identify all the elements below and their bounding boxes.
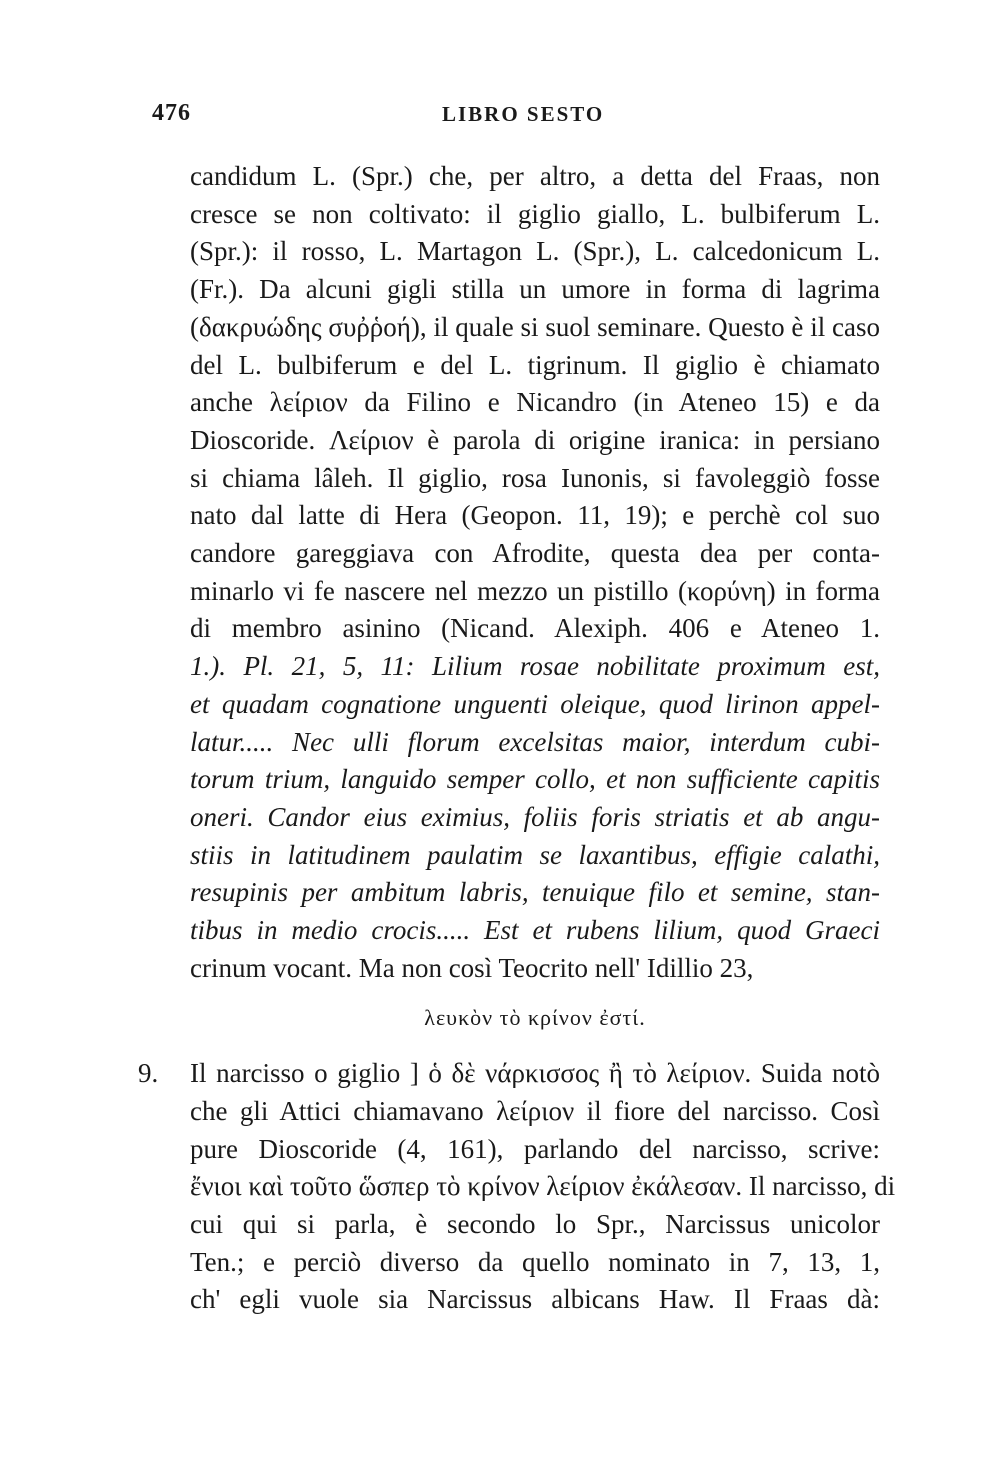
page-number: 476 xyxy=(152,100,191,126)
commentary-paragraph xyxy=(190,158,880,987)
text-line: cui qui si parla, è secondo lo Spr., Narcissus unicolor xyxy=(190,1208,880,1239)
text-line: (Fr.). Da alcuni gigli stilla un umore in forma di lagrima xyxy=(190,274,880,305)
text-line: di membro asinino (Nicand. Alexiph. 406 e Ateneo 1. xyxy=(190,613,880,644)
text-line: si chiama lâleh. Il giglio, rosa Iunonis, si favoleggiò fosse xyxy=(190,462,880,493)
text-line: cresce se non coltivato: il giglio giallo, L. bulbiferum L. xyxy=(190,198,880,229)
text-line: resupinis per ambitum labris, tenuique filo et semine, stan- xyxy=(190,877,880,908)
text-line: tibus in medio crocis..... Est et rubens lilium, quod Graeci xyxy=(190,915,880,946)
note-9 xyxy=(138,1055,896,1319)
text-line: 1.). Pl. 21, 5, 11: Lilium rosae nobilitate proximum est, xyxy=(190,651,880,682)
text-line: che gli Attici chiamavano λείριον il fiore del narcisso. Così xyxy=(190,1095,880,1126)
text-line: et quadam cognatione unguenti oleique, quod lirinon appel- xyxy=(190,688,880,719)
running-head: LIBRO SESTO xyxy=(442,102,605,126)
text-line: oneri. Candor eius eximius, foliis foris striatis et ab angu- xyxy=(190,801,880,832)
text-line: ch' egli vuole sia Narcissus albicans Haw. Il Fraas dà: xyxy=(190,1284,880,1315)
text-line: (δακρυώδης συῤῥοή), il quale si suol seminare. Questo è il caso xyxy=(190,311,880,342)
text-line: latur..... Nec ulli florum excelsitas maior, interdum cubi- xyxy=(190,726,880,757)
text-line: anche λείριον da Filino e Nicandro (in Ateneo 15) e da xyxy=(190,387,880,418)
text-line: pure Dioscoride (4, 161), parlando del narcisso, scrive: xyxy=(190,1133,880,1164)
text-line: candore gareggiava con Afrodite, questa dea per conta- xyxy=(190,538,880,569)
note-number: 9. xyxy=(138,1058,159,1089)
text-line: crinum vocant. Ma non così Teocrito nell' Idillio 23, xyxy=(190,952,754,983)
greek-quotation: λευκὸν τὸ κρίνον ἐστί. xyxy=(424,1005,646,1031)
text-line: (Spr.): il rosso, L. Martagon L. (Spr.), L. calcedonicum L. xyxy=(190,236,880,267)
page-body xyxy=(138,158,896,1319)
text-line: Dioscoride. Λείριον è parola di origine iranica: in persiano xyxy=(190,424,880,455)
text-line: Il narcisso o giglio ] ὁ δὲ νάρκισσος ἢ τὸ λείριον. Suida notò xyxy=(190,1058,880,1089)
text-line: stiis in latitudinem paulatim se laxantibus, effigie calathi, xyxy=(190,839,880,870)
text-line: minarlo vi fe nascere nel mezzo un pistillo (κορύνη) in forma xyxy=(190,575,880,606)
text-line: del L. bulbiferum e del L. tigrinum. Il giglio è chiamato xyxy=(190,349,880,380)
text-line: nato dal latte di Hera (Geopon. 11, 19); e perchè col suo xyxy=(190,500,880,531)
text-line: Ten.; e perciò diverso da quello nominato in 7, 13, 1, xyxy=(190,1246,880,1277)
text-line: torum trium, languido semper collo, et non sufficiente capitis xyxy=(190,764,880,795)
text-line: ἔνιοι καὶ τοῦτο ὥσπερ τὸ κρίνον λείριον ἐκάλεσαν. Il narcisso, di xyxy=(190,1171,896,1202)
page-header xyxy=(152,100,887,140)
text-line: candidum L. (Spr.) che, per altro, a detta del Fraas, non xyxy=(190,161,880,191)
